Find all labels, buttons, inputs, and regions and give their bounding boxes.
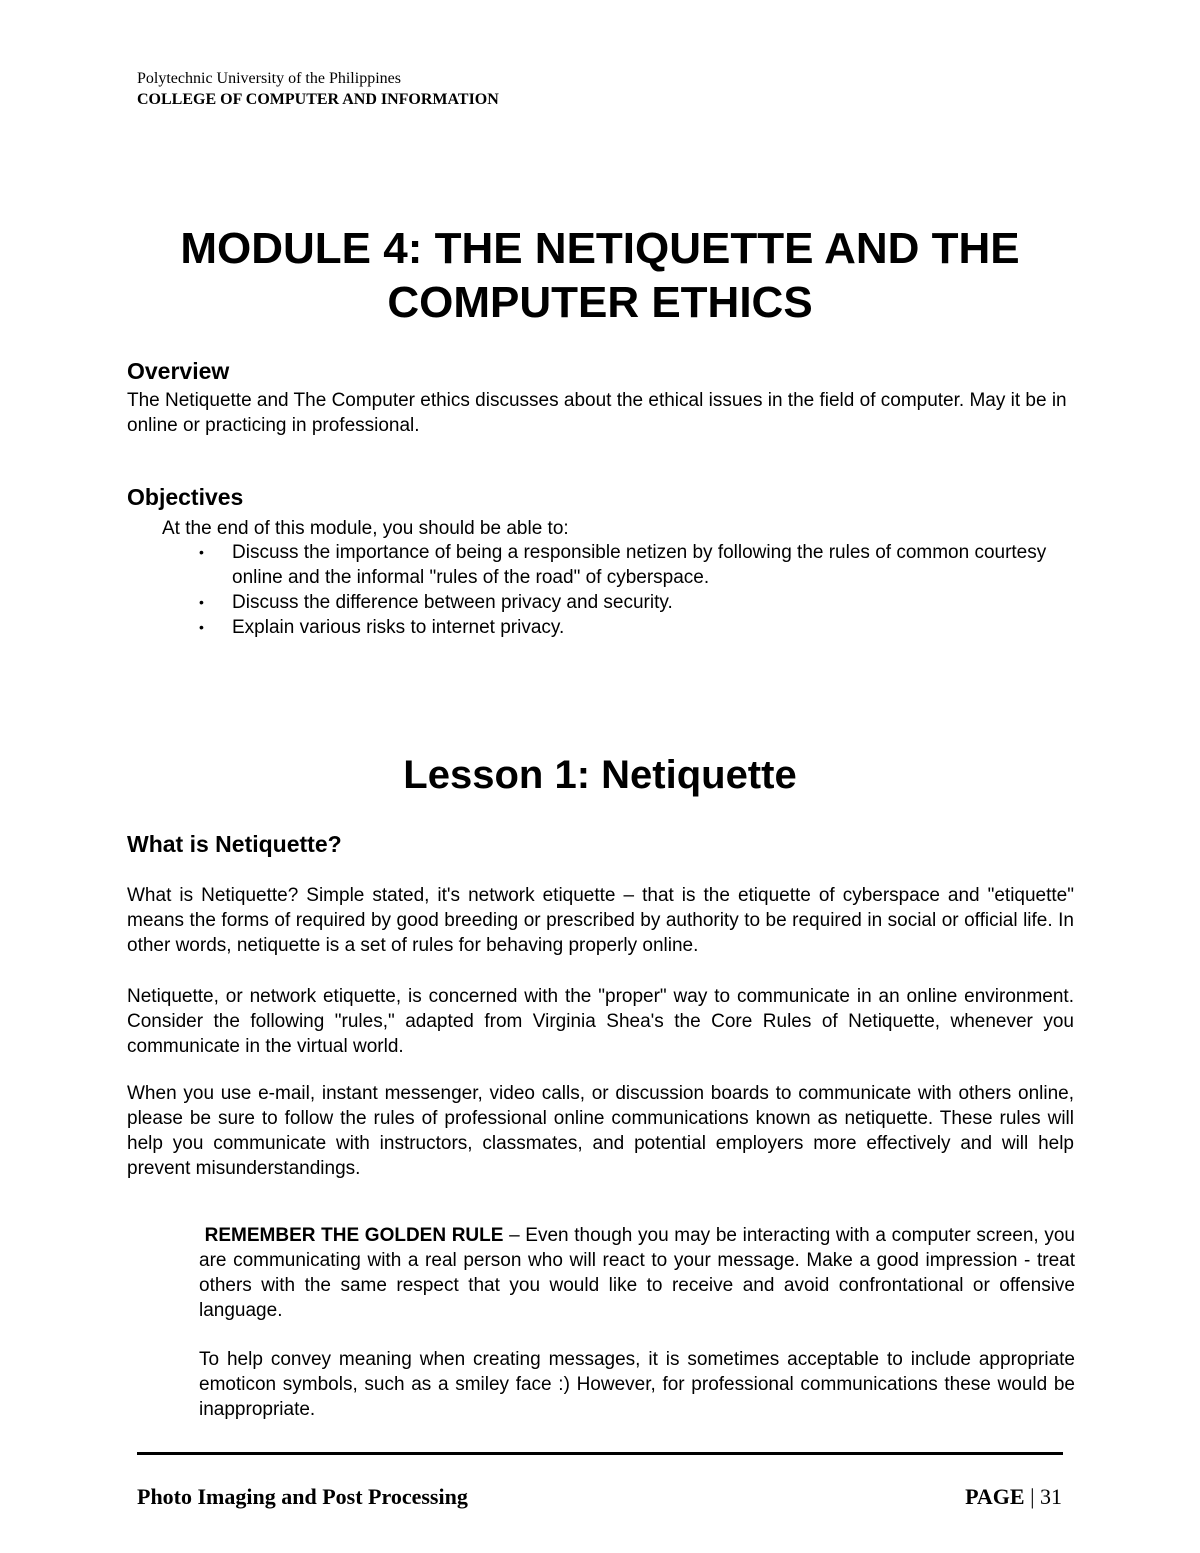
golden-rule-title: REMEMBER THE GOLDEN RULE	[204, 1225, 504, 1246]
objectives-heading: Objectives	[127, 484, 244, 510]
college-name: COLLEGE OF COMPUTER AND INFORMATION	[137, 91, 499, 108]
page-separator: |	[1024, 1484, 1040, 1509]
bullet-icon: •	[199, 619, 204, 635]
lesson-subheading: What is Netiquette?	[127, 831, 342, 857]
module-title-line1: MODULE 4: THE NETIQUETTE AND THE	[180, 224, 1020, 273]
module-title-line2: COMPUTER ETHICS	[387, 278, 813, 327]
lesson-paragraph: What is Netiquette? Simple stated, it's network etiquette – that is the etiquette of cyberspace and "etiquette" means the forms of required by good breeding or prescribed by authority to be required in social or official life. In other words, netiquette is a set of rules for behaving properly online.	[127, 885, 1074, 956]
footer-course-title: Photo Imaging and Post Processing	[137, 1484, 468, 1509]
objective-item	[199, 590, 1079, 615]
objective-text: Discuss the importance of being a responsible netizen by following the rules of common courtesy online and the informal "rules of the road" of cyberspace.	[232, 542, 1047, 588]
objective-text: Discuss the difference between privacy and security.	[232, 592, 673, 613]
golden-rule-paragraph	[199, 1223, 1075, 1323]
golden-rule-text: – Even though you may be interacting with a computer screen, you are communicating with a real person who will react to your message. Make a good impression - treat others with the same respect that you would like to receive and avoid confrontational or offensive language.	[199, 1225, 1075, 1321]
page-label: PAGE	[965, 1484, 1025, 1509]
objective-text: Explain various risks to internet privacy.	[232, 617, 565, 638]
emoticon-paragraph: To help convey meaning when creating messages, it is sometimes acceptable to include appropriate emoticon symbols, such as a smiley face :) However, for professional communications these would be inappropriate.	[199, 1349, 1075, 1420]
objective-item	[199, 615, 1079, 640]
lesson-paragraph: When you use e-mail, instant messenger, video calls, or discussion boards to communicate with others online, please be sure to follow the rules of professional online communications known as netiquette. These rules will help you communicate with instructors, classmates, and potential employers more effectively and will help prevent misunderstandings.	[127, 1083, 1074, 1179]
overview-heading: Overview	[127, 358, 230, 384]
university-name: Polytechnic University of the Philippines	[137, 70, 401, 87]
objectives-intro: At the end of this module, you should be able to:	[162, 518, 569, 539]
objective-item	[199, 540, 1079, 590]
lesson-paragraph: Netiquette, or network etiquette, is concerned with the "proper" way to communicate in an online environment. Consider the following "rules," adapted from Virginia Shea's the Core Rules of Netiquette, whenever you communicate in the virtual world.	[127, 986, 1074, 1057]
page-number: 31	[1040, 1484, 1062, 1509]
footer-page-info	[965, 1484, 1062, 1510]
objectives-list	[199, 540, 1079, 640]
lesson-title: Lesson 1: Netiquette	[403, 753, 797, 797]
bullet-icon: •	[199, 594, 204, 610]
footer-divider	[137, 1452, 1063, 1455]
bullet-icon: •	[199, 544, 204, 560]
overview-text: The Netiquette and The Computer ethics discusses about the ethical issues in the field of computer. May it be in online or practicing in professional.	[127, 390, 1067, 436]
